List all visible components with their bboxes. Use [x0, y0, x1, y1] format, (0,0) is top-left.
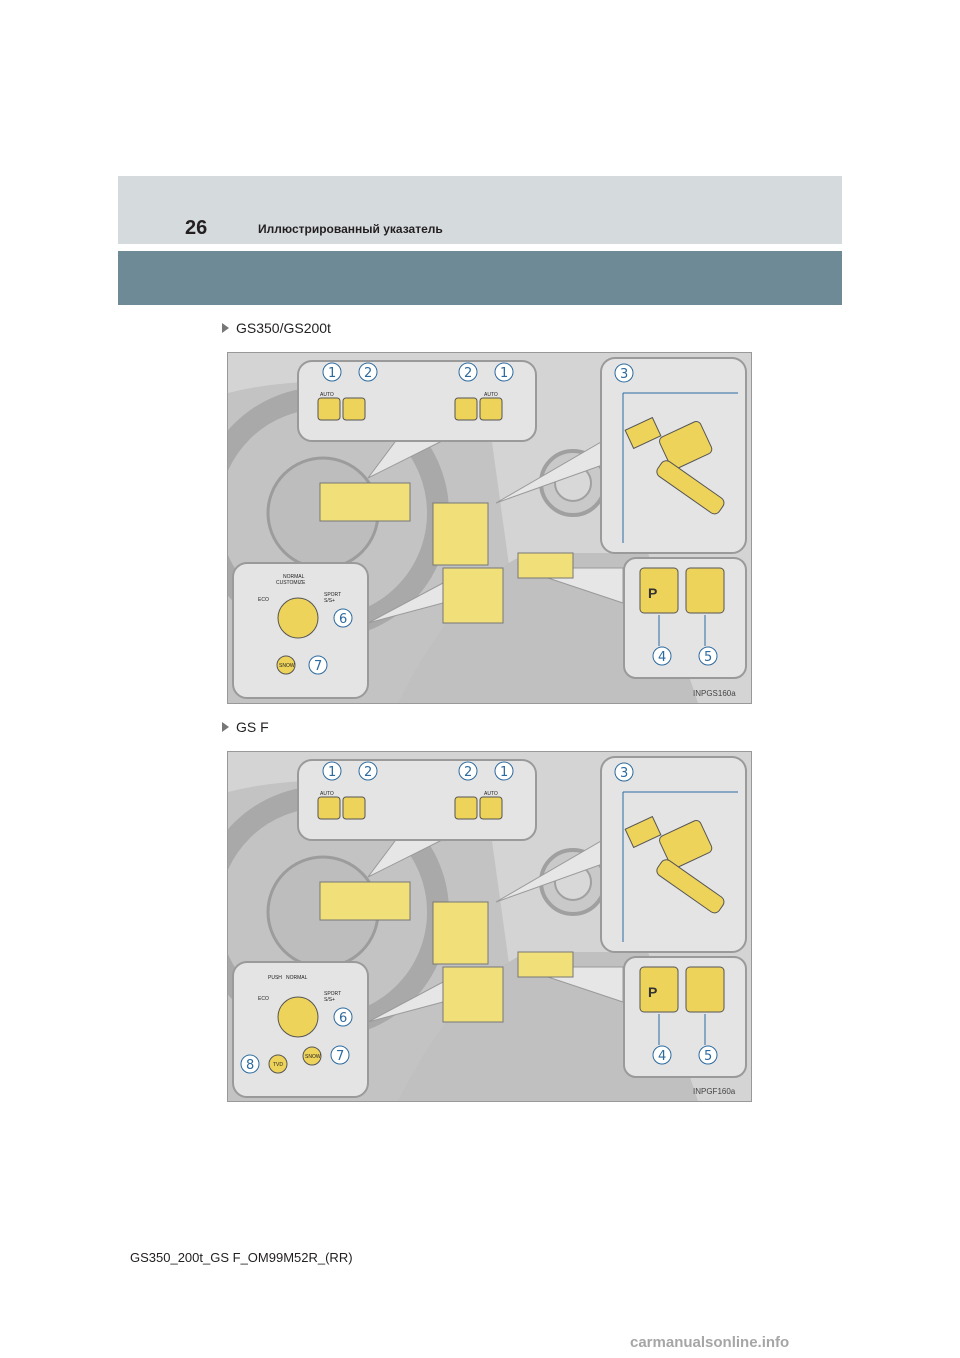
svg-text:P: P	[648, 984, 658, 1000]
variant-text: GS F	[236, 719, 269, 735]
mode-label-tvd: TVD	[273, 1062, 283, 1068]
callout-number: 1	[500, 366, 509, 381]
callout-number: 6	[339, 1011, 348, 1026]
callout-number: 8	[246, 1058, 255, 1073]
callout-number: 4	[658, 1049, 667, 1064]
header-bar	[118, 251, 842, 305]
callout-number: 2	[364, 366, 373, 381]
figure-gsf	[227, 751, 752, 1102]
callout-number: 1	[328, 366, 337, 381]
seat-auto-label: AUTO	[484, 392, 498, 398]
mode-label-snow: SNOW	[279, 663, 295, 669]
seat-auto-label: AUTO	[320, 791, 334, 797]
triangle-bullet-icon	[222, 722, 229, 732]
svg-text:P: P	[648, 585, 658, 601]
mode-label-normal: NORMAL	[283, 574, 305, 580]
callout-number: 7	[314, 659, 323, 674]
callout-number: 3	[620, 367, 629, 382]
mode-label-push: PUSH	[268, 975, 282, 981]
variant-label-2	[222, 718, 269, 736]
footer-code: GS350_200t_GS F_OM99M52R_(RR)	[130, 1250, 353, 1265]
figure-gs350	[227, 352, 752, 704]
mode-label-sport-plus: S/S+	[324, 598, 335, 604]
callout-number: 2	[464, 765, 473, 780]
callout-number: 5	[704, 1049, 713, 1064]
header-band	[118, 176, 842, 244]
page-number: 26	[185, 217, 208, 239]
watermark: carmanualsonline.info	[630, 1334, 790, 1351]
callout-number: 1	[328, 765, 337, 780]
mode-label-sport: SPORT	[324, 991, 342, 997]
image-code: INPGF160a	[693, 1087, 736, 1096]
image-code: INPGS160a	[693, 689, 736, 698]
seat-auto-label: AUTO	[484, 791, 498, 797]
callout-number: 1	[500, 765, 509, 780]
mode-label-eco: ECO	[258, 996, 269, 1002]
seat-auto-label: AUTO	[320, 392, 334, 398]
mode-label-sport: SPORT	[324, 592, 342, 598]
mode-label-snow: SNOW	[305, 1054, 321, 1060]
callout-number: 7	[336, 1049, 345, 1064]
callout-number: 6	[339, 612, 348, 627]
triangle-bullet-icon	[222, 323, 229, 333]
mode-label-eco: ECO	[258, 597, 269, 603]
callout-number: 5	[704, 650, 713, 665]
mode-label-customize: CUSTOMIZE	[276, 580, 306, 586]
variant-text: GS350/GS200t	[236, 320, 331, 336]
variant-label-1	[222, 319, 331, 337]
console-illustration	[228, 353, 751, 703]
mode-label-normal: NORMAL	[286, 975, 308, 981]
section-title: Иллюстрированный указатель	[258, 222, 443, 236]
mode-label-sport-plus: S/S+	[324, 997, 335, 1003]
console-illustration	[228, 752, 751, 1101]
callout-number: 3	[620, 766, 629, 781]
callout-number: 4	[658, 650, 667, 665]
callout-number: 2	[464, 366, 473, 381]
callout-number: 2	[364, 765, 373, 780]
